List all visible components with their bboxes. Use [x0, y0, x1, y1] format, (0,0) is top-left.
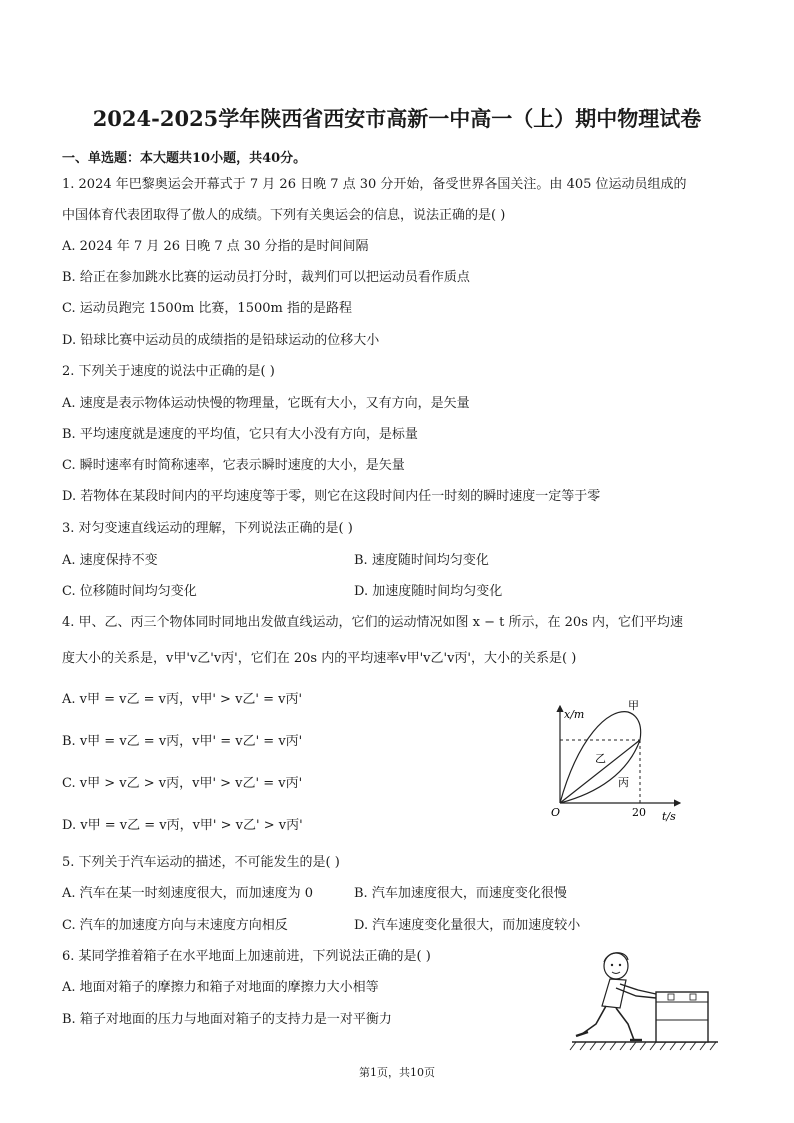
q2-option-c: C. 瞬时速率有时简称速率，它表示瞬时速度的大小，是矢量: [62, 458, 405, 473]
q4-stem-line1: 4. 甲、乙、丙三个物体同时同地出发做直线运动，它们的运动情况如图 x − t 所示，在 20s 内，它们平均速: [62, 615, 683, 630]
q6-stem: 6. 某同学推着箱子在水平地面上加速前进，下列说法正确的是( ): [62, 949, 431, 964]
q4-option-c: C. v甲 > v乙 > v丙，v甲' > v乙' = v丙': [62, 776, 303, 791]
q1-stem-line1: 1. 2024 年巴黎奥运会开幕式于 7 月 26 日晚 7 点 30 分开始，备受世界各国关注。由 405 位运动员组成的: [62, 177, 687, 192]
page-title: 2024-2025学年陕西省西安市高新一中高一（上）期中物理试卷: [92, 106, 702, 131]
q5-option-b: B. 汽车加速度很大，而速度变化很慢: [354, 886, 567, 901]
q4-xt-graph: [548, 698, 698, 823]
q3-option-b: B. 速度随时间均匀变化: [354, 553, 489, 568]
q3-stem: 3. 对匀变速直线运动的理解，下列说法正确的是( ): [62, 521, 353, 536]
graph-label-jia: 甲: [628, 699, 639, 712]
q6-pushing-box-illustration: [568, 950, 728, 1055]
section-heading: 一、单选题：本大题共10小题，共40分。: [62, 151, 307, 166]
q4-option-a: A. v甲 = v乙 = v丙，v甲' > v乙' = v丙': [62, 692, 303, 707]
q1-option-c: C. 运动员跑完 1500m 比赛，1500m 指的是路程: [62, 301, 352, 316]
page-footer: 第1页，共10页: [359, 1066, 435, 1079]
graph-tick-20: 20: [632, 806, 646, 819]
q5-stem: 5. 下列关于汽车运动的描述，不可能发生的是( ): [62, 855, 340, 870]
q1-option-b: B. 给正在参加跳水比赛的运动员打分时，裁判们可以把运动员看作质点: [62, 270, 470, 285]
q4-option-b: B. v甲 = v乙 = v丙，v甲' = v乙' = v丙': [62, 734, 303, 749]
graph-ylabel: x/m: [564, 708, 585, 721]
graph-origin: O: [551, 806, 561, 819]
graph-xlabel: t/s: [662, 810, 676, 823]
q2-stem: 2. 下列关于速度的说法中正确的是( ): [62, 364, 275, 379]
q3-option-c: C. 位移随时间均匀变化: [62, 584, 197, 599]
graph-line-yi: [560, 740, 640, 803]
q6-option-b: B. 箱子对地面的压力与地面对箱子的支持力是一对平衡力: [62, 1012, 392, 1027]
q2-option-b: B. 平均速度就是速度的平均值，它只有大小没有方向，是标量: [62, 427, 418, 442]
q5-option-a: A. 汽车在某一时刻速度很大，而加速度为 0: [62, 886, 314, 901]
q2-option-d: D. 若物体在某段时间内的平均速度等于零，则它在这段时间内任一时刻的瞬时速度一定等于零: [62, 489, 601, 504]
q6-option-a: A. 地面对箱子的摩擦力和箱子对地面的摩擦力大小相等: [62, 980, 379, 995]
q5-option-d: D. 汽车速度变化量很大，而加速度较小: [354, 918, 581, 933]
q1-option-a: A. 2024 年 7 月 26 日晚 7 点 30 分指的是时间间隔: [62, 239, 369, 254]
q2-option-a: A. 速度是表示物体运动快慢的物理量，它既有大小，又有方向，是矢量: [62, 396, 470, 411]
q3-option-a: A. 速度保持不变: [62, 553, 158, 568]
q4-stem-line2: 度大小的关系是，v甲'v乙'v丙'，它们在 20s 内的平均速率v甲'v乙'v丙'，大小的关系是( ): [62, 651, 577, 666]
graph-label-bing: 丙: [618, 776, 629, 789]
q1-option-d: D. 铅球比赛中运动员的成绩指的是铅球运动的位移大小: [62, 333, 380, 348]
q4-option-d: D. v甲 = v乙 = v丙，v甲' > v乙' > v丙': [62, 818, 303, 833]
q3-option-d: D. 加速度随时间均匀变化: [354, 584, 503, 599]
graph-label-yi: 乙: [595, 752, 606, 765]
q5-option-c: C. 汽车的加速度方向与末速度方向相反: [62, 918, 288, 933]
q1-stem-line2: 中国体育代表团取得了傲人的成绩。下列有关奥运会的信息，说法正确的是( ): [62, 208, 506, 223]
